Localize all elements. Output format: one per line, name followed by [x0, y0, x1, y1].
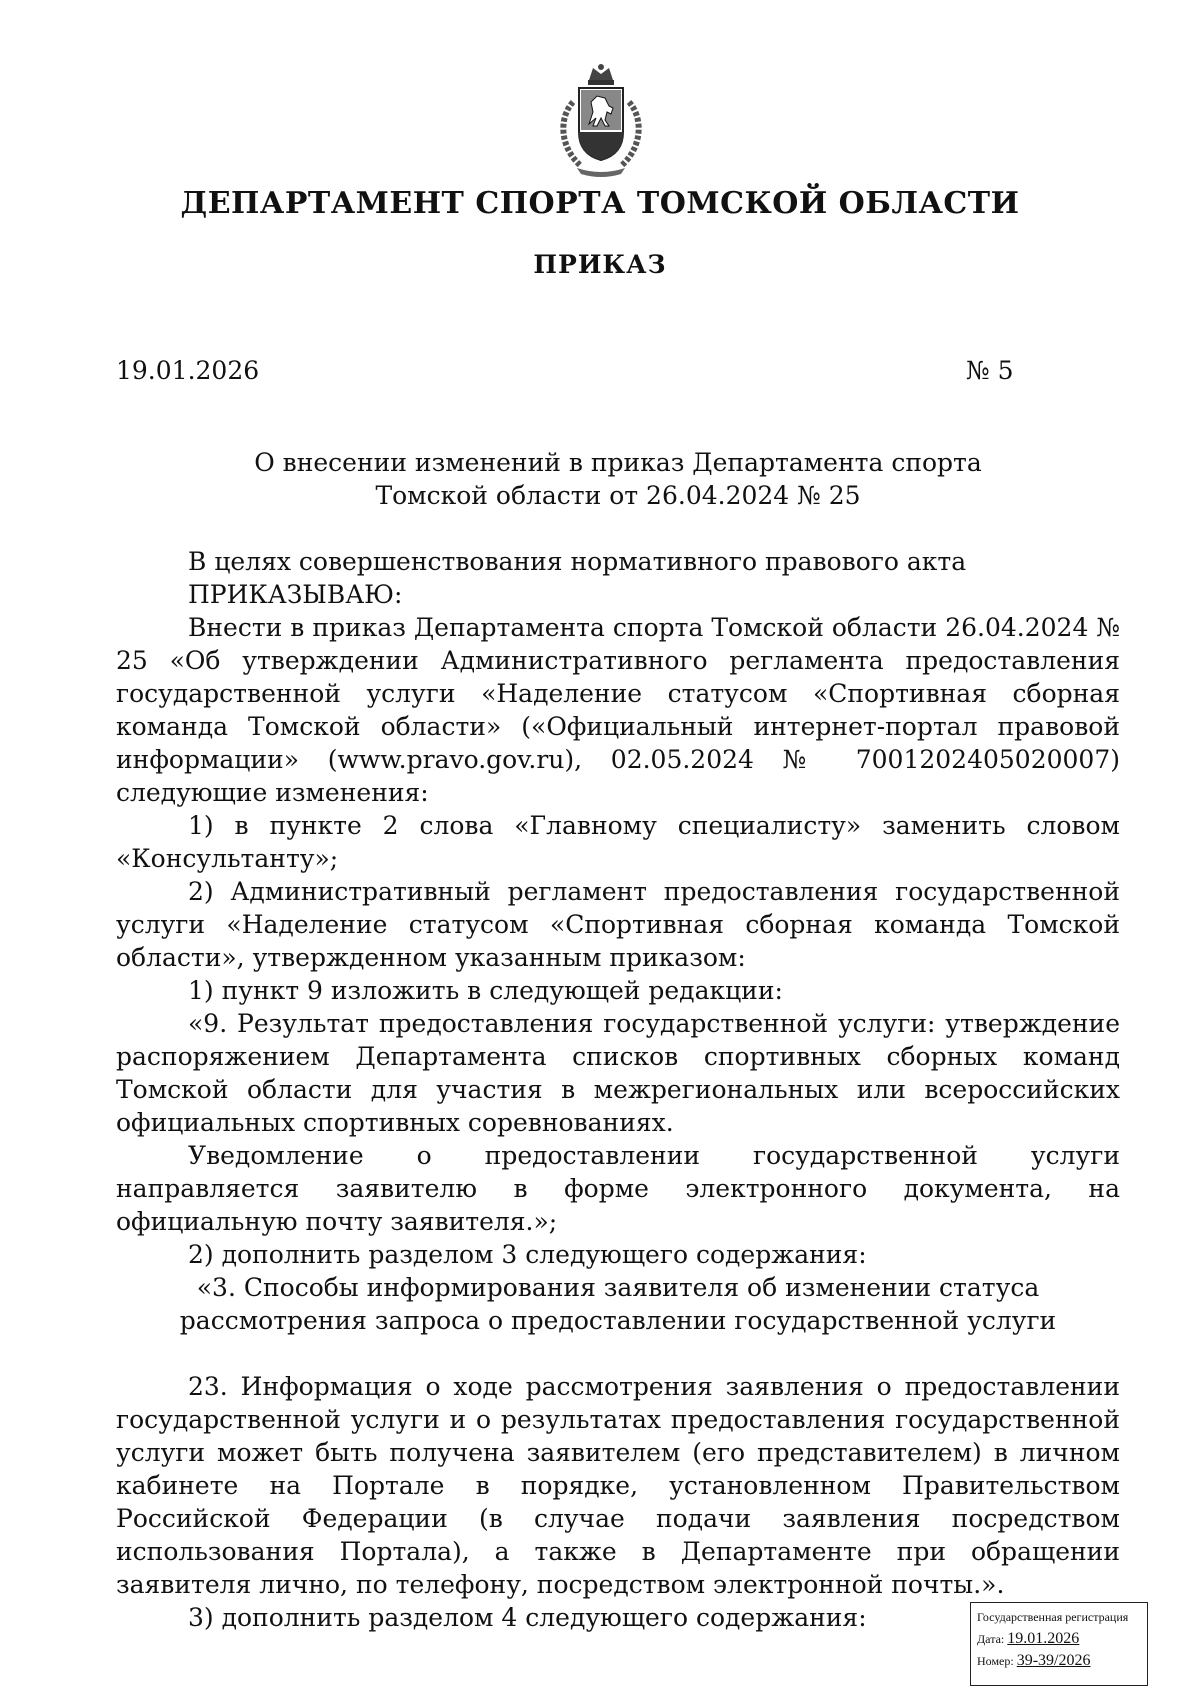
section-3-heading-line-2: рассмотрения запроса о предоставлении государственной услуги — [179, 1306, 1057, 1335]
subject-line-1: О внесении изменений в приказ Департамента спорта — [254, 448, 982, 477]
document-number: № 5 — [966, 356, 1014, 385]
paragraph-notification: Уведомление о предоставлении государственной услуги направляется заявителю в форме электронного документа, на официальную почту заявителя.»; — [116, 1141, 1120, 1236]
subject-line-2: Томской области от 26.04.2024 № 25 — [375, 481, 861, 510]
registration-number-label: Номер: — [977, 1654, 1014, 1668]
document-date: 19.01.2026 — [116, 356, 260, 385]
document-body — [116, 545, 1120, 1634]
paragraph-order-word: ПРИКАЗЫВАЮ: — [188, 580, 403, 609]
registration-stamp — [970, 1602, 1148, 1686]
coat-of-arms-icon — [551, 62, 651, 180]
registration-number-value: 39-39/2026 — [1016, 1652, 1091, 1669]
paragraph-purpose: В целях совершенствования нормативного правового акта — [188, 547, 967, 576]
document-type-heading: ПРИКАЗ — [533, 250, 667, 279]
paragraph-subitem-3: 3) дополнить разделом 4 следующего содержания: — [188, 1603, 867, 1632]
registration-number-row — [977, 1650, 1141, 1672]
paragraph-item-2: 2) Административный регламент предоставления государственной услуги «Наделение статусом «Спортивная сборная команда Томской области», утвержденном указанным приказом: — [116, 877, 1120, 972]
paragraph-point-23: 23. Информация о ходе рассмотрения заявления о предоставлении государственной услуги и о результатах предоставления государственной услуги может быть получена заявителем (его представителем) в личном кабинете на Портале в порядке, установленном Правительством Российской Федерации (в случае подачи заявления посредством использования Портала), а также в Департаменте при обращении заявителя лично, по телефону, посредством электронной почты.». — [116, 1372, 1120, 1599]
organization-title: ДЕПАРТАМЕНТ СПОРТА ТОМСКОЙ ОБЛАСТИ — [180, 186, 1020, 221]
paragraph-subitem-1: 1) пункт 9 изложить в следующей редакции: — [188, 976, 783, 1005]
paragraph-point-9: «9. Результат предоставления государственной услуги: утверждение распоряжением Департамента списков спортивных сборных команд Томской области для участия в межрегиональных или всероссийских официальных спортивных соревнованиях. — [116, 1009, 1120, 1137]
document-subject — [116, 446, 1120, 512]
paragraph-item-1: 1) в пункте 2 слова «Главному специалисту» заменить словом «Консультанту»; — [116, 811, 1120, 873]
section-3-heading-line-1: «3. Способы информирования заявителя об изменении статуса — [196, 1273, 1040, 1302]
registration-date-value: 19.01.2026 — [1007, 1630, 1080, 1647]
paragraph-amendment-intro: Внести в приказ Департамента спорта Томской области 26.04.2024 № 25 «Об утверждении Административного регламента предоставления государственной услуги «Наделение статусом «Спортивная сборная команда Томской области» («Официальный интернет-портал правовой информации» (www.pravo.gov.ru), 02.05.2024 № 7001202405020007) следующие изменения: — [116, 613, 1120, 807]
registration-date-row — [977, 1628, 1141, 1650]
paragraph-subitem-2: 2) дополнить разделом 3 следующего содержания: — [188, 1240, 867, 1269]
registration-date-label: Дата: — [977, 1632, 1005, 1646]
registration-title: Государственная регистрация — [977, 1610, 1129, 1624]
